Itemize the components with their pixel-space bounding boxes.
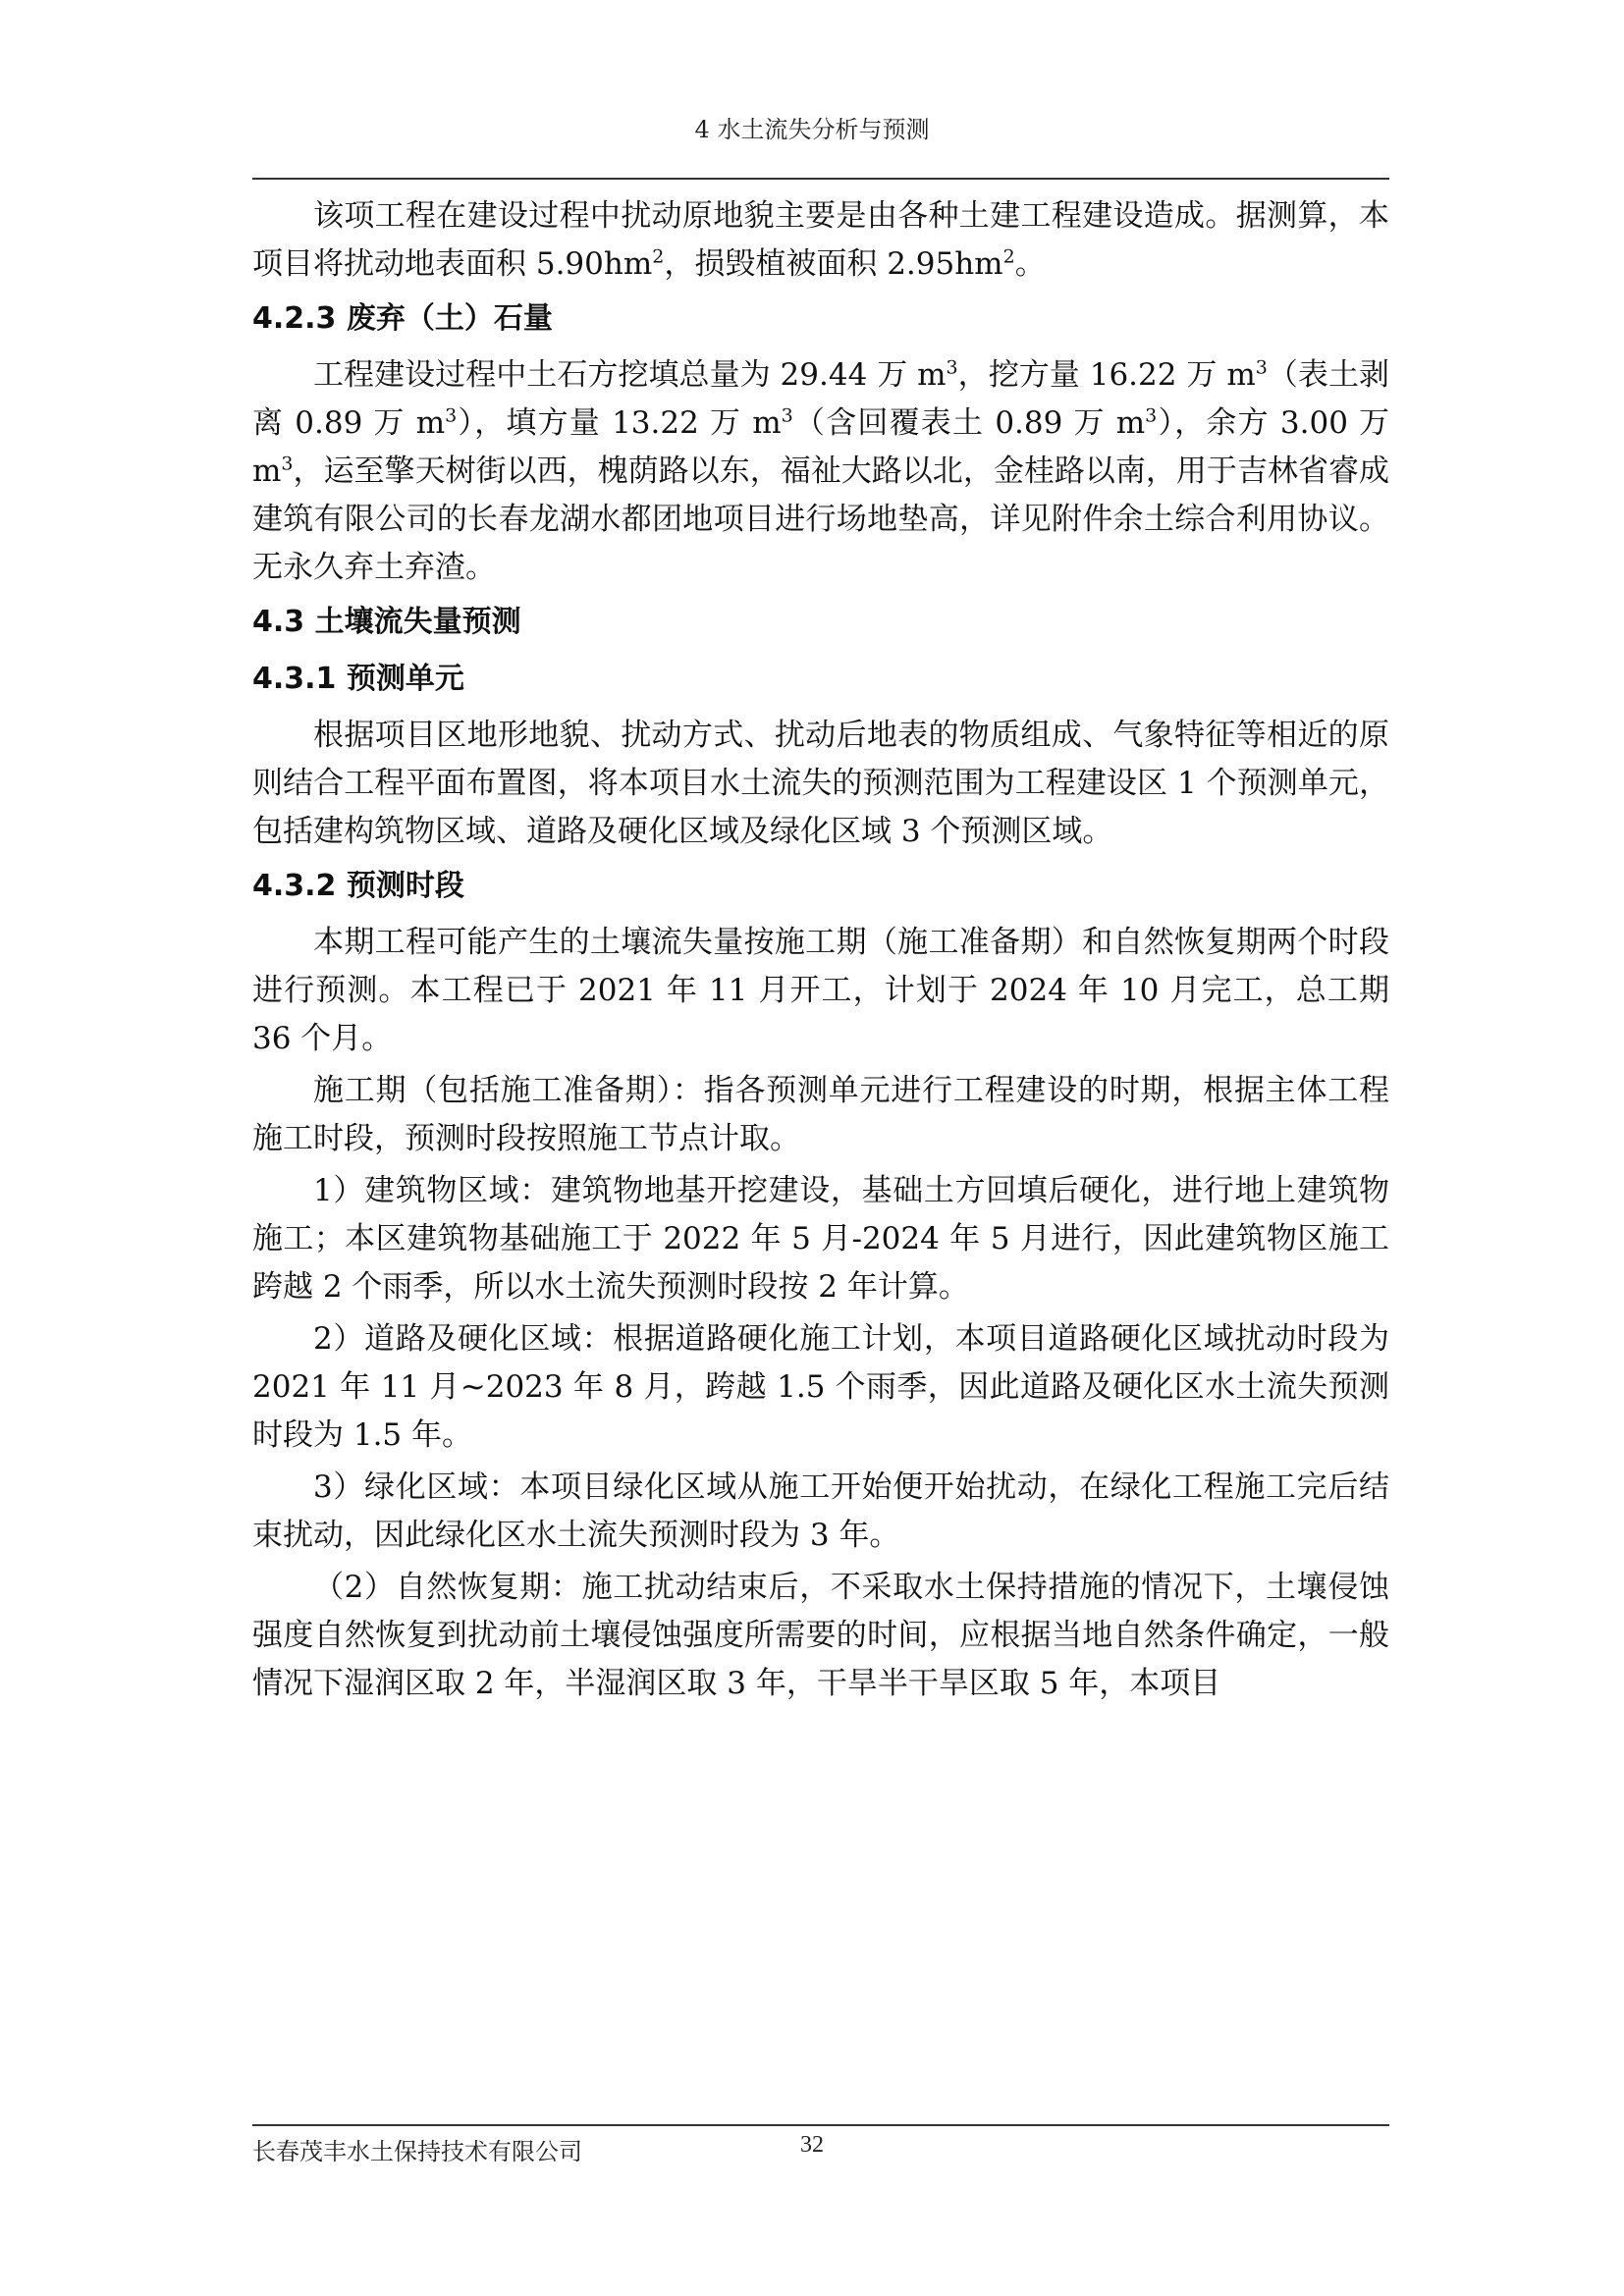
page-number: 32 [800, 2132, 824, 2158]
page-body [252, 192, 1389, 1712]
heading-4-3-1: 4.3.1 预测单元 [252, 662, 464, 696]
paragraph-prediction-unit: 根据项目区地形地貌、扰动方式、扰动后地表的物质组成、气象特征等相近的原则结合工程平面布置图，将本项目水土流失的预测范围为工程建设区 1 个预测单元，包括建构筑物区域、道路及硬化区域及绿化区域 3 个预测区域。 [252, 718, 1389, 849]
heading-4-2-3: 4.2.3 废弃（土）石量 [252, 301, 553, 336]
paragraph-building-area: 1）建筑物区域：建筑物地基开挖建设，基础土方回填后硬化，进行地上建筑物施工；本区建筑物基础施工于 2022 年 5 月-2024 年 5 月进行，因此建筑物区施工跨越 2 个雨季，所以水土流失预测时段按 2 年计算。 [252, 1173, 1389, 1305]
heading-4-3: 4.3 土壤流失量预测 [252, 605, 521, 639]
paragraph-construction-period: 施工期（包括施工准备期）：指各预测单元进行工程建设的时期，根据主体工程施工时段，预测时段按照施工节点计取。 [252, 1073, 1389, 1156]
paragraph-prediction-period: 本期工程可能产生的土壤流失量按施工期（施工准备期）和自然恢复期两个时段进行预测。本工程已于 2021 年 11 月开工，计划于 2024 年 10 月完工，总工期 36 个月。 [252, 925, 1389, 1056]
paragraph-road-area: 2）道路及硬化区域：根据道路硬化施工计划，本项目道路硬化区域扰动时段为 2021 年 11 月~2023 年 8 月，跨越 1.5 个雨季，因此道路及硬化区水土流失预测时段为 1.5 年。 [252, 1321, 1389, 1453]
footer-rule [252, 2124, 1389, 2126]
paragraph-green-area: 3）绿化区域：本项目绿化区域从施工开始便开始扰动，在绿化工程施工完后结束扰动，因此绿化区水土流失预测时段为 3 年。 [252, 1469, 1389, 1553]
footer-company: 长春茂丰水土保持技术有限公司 [252, 2138, 582, 2165]
running-header: 4 水土流失分析与预测 [694, 116, 930, 143]
paragraph-disturbance-area: 该项工程在建设过程中扰动原地貌主要是由各种土建工程建设造成。据测算，本项目将扰动地表面积 $5.90hm^2$，损毁植被面积 $2.95hm^2$。 [252, 198, 1389, 282]
heading-4-3-2: 4.3.2 预测时段 [252, 869, 464, 903]
paragraph-natural-recovery: （2）自然恢复期：施工扰动结束后，不采取水土保持措施的情况下，土壤侵蚀强度自然恢复到扰动前土壤侵蚀强度所需要的时间，应根据当地自然条件确定，一般情况下湿润区取 2 年，半湿润区取 3 年，干旱半干旱区取 5 年，本项目 [252, 1570, 1389, 1701]
paragraph-earthwork: 工程建设过程中土石方挖填总量为 29.44 万 $m^3$，挖方量 16.22 万 $m^3$（表土剥离 0.89 万 $m^3$），填方量 13.22 万 $m^3$（含回覆表土 0.89 万 $m^3$），余方 3.00 万 $m^3$，运至擎天树街以西，槐荫路以东，福祉大路以北，金桂路以南，用于吉林省睿成建筑有限公司的长春龙湖水都团地项目进行场地垫高，详见附件余土综合利用协议。无永久弃土弃渣。 [252, 356, 1390, 585]
header-rule [252, 178, 1389, 180]
